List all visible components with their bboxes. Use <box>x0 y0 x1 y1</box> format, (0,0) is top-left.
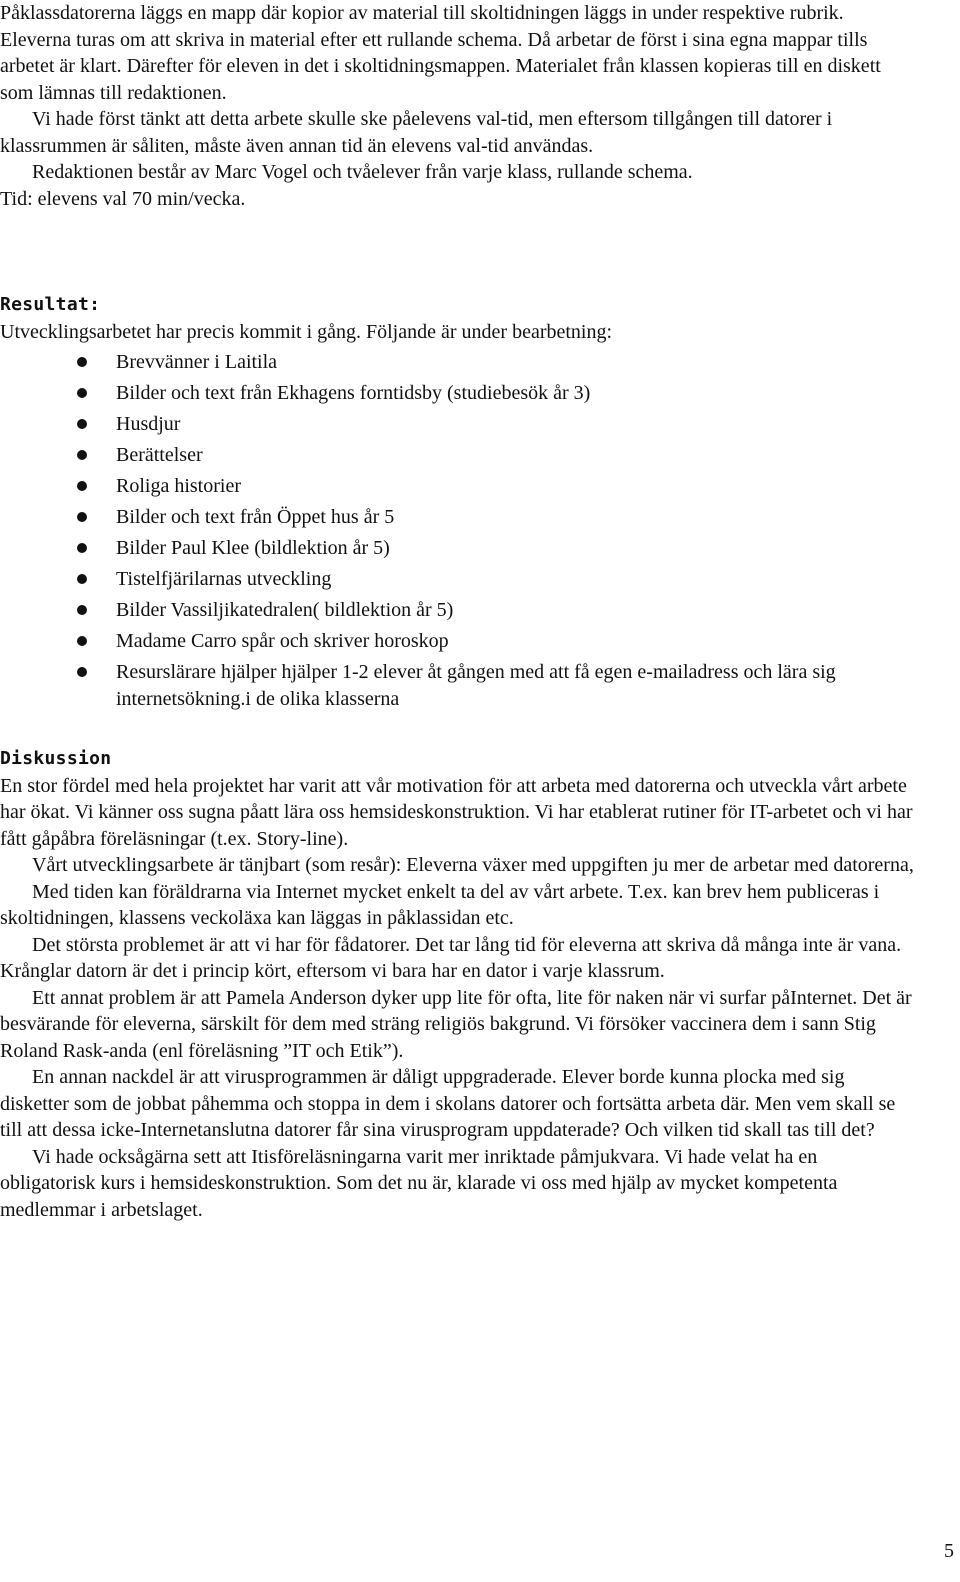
list-item-text: Bilder och text från Ekhagens forntidsby (studiebesök år 3) <box>116 382 591 404</box>
list-item <box>0 535 930 562</box>
bullet-icon <box>77 388 87 398</box>
list-item <box>0 473 930 500</box>
diskussion-paragraph: Med tiden kan föräldrarna via Internet mycket enkelt ta del av vårt arbete. T.ex. kan brev hem publiceras i skoltidningen, klassens veckoläxa kan läggas in påklassidan etc. <box>0 880 880 929</box>
diskussion-paragraph: En annan nackdel är att virusprogrammen är dåligt uppgraderade. Elever borde kunna plocka med sig disketter som de jobbat påhemma och stoppa in dem i skolans datorer och fortsätta arbeta där. Men vem skall se till att dessa icke-Internetanslutna datorer får sina virusprogram uppdaterade? Och vilken tid skall tas till det? <box>0 1066 896 1141</box>
bullet-icon <box>77 450 87 460</box>
bullet-icon <box>77 667 87 677</box>
list-item-text: Husdjur <box>116 413 181 435</box>
bullet-icon <box>77 636 87 646</box>
resultat-list <box>0 349 930 712</box>
list-item <box>0 442 930 469</box>
list-item <box>0 411 930 438</box>
list-item-text: Tistelfjärilarnas utveckling <box>116 568 332 590</box>
bullet-icon <box>77 481 87 491</box>
list-item <box>0 349 930 376</box>
resultat-intro: Utvecklingsarbetet har precis kommit i gång. Följande är under bearbetning: <box>0 320 613 343</box>
resultat-section <box>0 292 930 717</box>
list-item-text: Resurslärare hjälper hjälper 1-2 elever åt gången med att få egen e-mailadress och lära sig internetsökning.i de olika klasserna <box>116 661 836 710</box>
list-item-text: Madame Carro spår och skriver horoskop <box>116 630 449 652</box>
list-item <box>0 504 930 531</box>
intro-section <box>0 0 890 212</box>
list-item-text: Bilder och text från Öppet hus år 5 <box>116 506 395 528</box>
diskussion-paragraph: Vi hade ocksågärna sett att Itisföreläsningarna varit mer inriktade påmjukvara. Vi hade velat ha en obligatorisk kurs i hemsideskonstruktion. Som det nu är, klarade vi oss med hjälp av mycket kompetenta medlemmar i arbetslaget. <box>0 1145 838 1221</box>
page-number: 5 <box>944 1540 954 1562</box>
bullet-icon <box>77 357 87 367</box>
diskussion-paragraph: Vårt utvecklingsarbete är tänjbart (som resår): Eleverna växer med uppgiften ju mer de arbetar med datorerna, <box>32 854 914 876</box>
bullet-icon <box>77 574 87 584</box>
list-item-text: Bilder Paul Klee (bildlektion år 5) <box>116 537 390 559</box>
list-item <box>0 659 930 712</box>
intro-paragraph: Påklassdatorerna läggs en mapp där kopior av material till skoltidningen läggs in under respektive rubrik. Eleverna turas om att skriva in material efter ett rullande schema. Då arbetar de först i sina egna mappar tills arbetet är klart. Därefter för eleven in det i skoltidningsmappen. Materialet från klassen kopieras till en diskett som lämnas till redaktionen. <box>0 2 881 104</box>
resultat-heading: Resultat: <box>0 294 101 315</box>
list-item-text: Brevvänner i Laitila <box>116 351 278 373</box>
bullet-icon <box>77 605 87 615</box>
list-item-text: Berättelser <box>116 444 203 466</box>
bullet-icon <box>77 512 87 522</box>
bullet-icon <box>77 543 87 553</box>
intro-paragraph: Redaktionen består av Marc Vogel och tvåelever från varje klass, rullande schema. <box>32 161 693 183</box>
list-item <box>0 597 930 624</box>
list-item <box>0 628 930 655</box>
diskussion-paragraph: Det största problemet är att vi har för fådatorer. Det tar lång tid för eleverna att skriva då många inte är vana. Krånglar datorn är det i princip kört, eftersom vi bara har en dator i varje klassrum. <box>0 933 902 982</box>
list-item-text: Roliga historier <box>116 475 241 497</box>
list-item-text: Bilder Vassiljikatedralen( bildlektion år 5) <box>116 599 454 621</box>
list-item <box>0 380 930 407</box>
diskussion-heading: Diskussion <box>0 748 112 769</box>
bullet-icon <box>77 419 87 429</box>
intro-paragraph: Tid: elevens val 70 min/vecka. <box>0 187 246 210</box>
diskussion-paragraph: En stor fördel med hela projektet har varit att vår motivation för att arbeta med datorerna och utveckla vårt arbete har ökat. Vi känner oss sugna påatt lära oss hemsideskonstruktion. Vi har etablerat rutiner för IT-arbetet och vi har fått gåpåbra föreläsningar (t.ex. Story-line). <box>0 774 913 850</box>
intro-paragraph: Vi hade först tänkt att detta arbete skulle ske påelevens val-tid, men eftersom tillgången till datorer i klassrummen är såliten, måste även annan tid än elevens val-tid användas. <box>0 108 833 157</box>
list-item <box>0 566 930 593</box>
diskussion-paragraph: Ett annat problem är att Pamela Anderson dyker upp lite för ofta, lite för naken när vi surfar påInternet. Det är besvärande för eleverna, särskilt för dem med sträng religiös bakgrund. Vi försöker vaccinera dem i sann Stig Roland Rask-anda (enl föreläsning ”IT och Etik”). <box>0 986 912 1062</box>
diskussion-section <box>0 746 915 1223</box>
